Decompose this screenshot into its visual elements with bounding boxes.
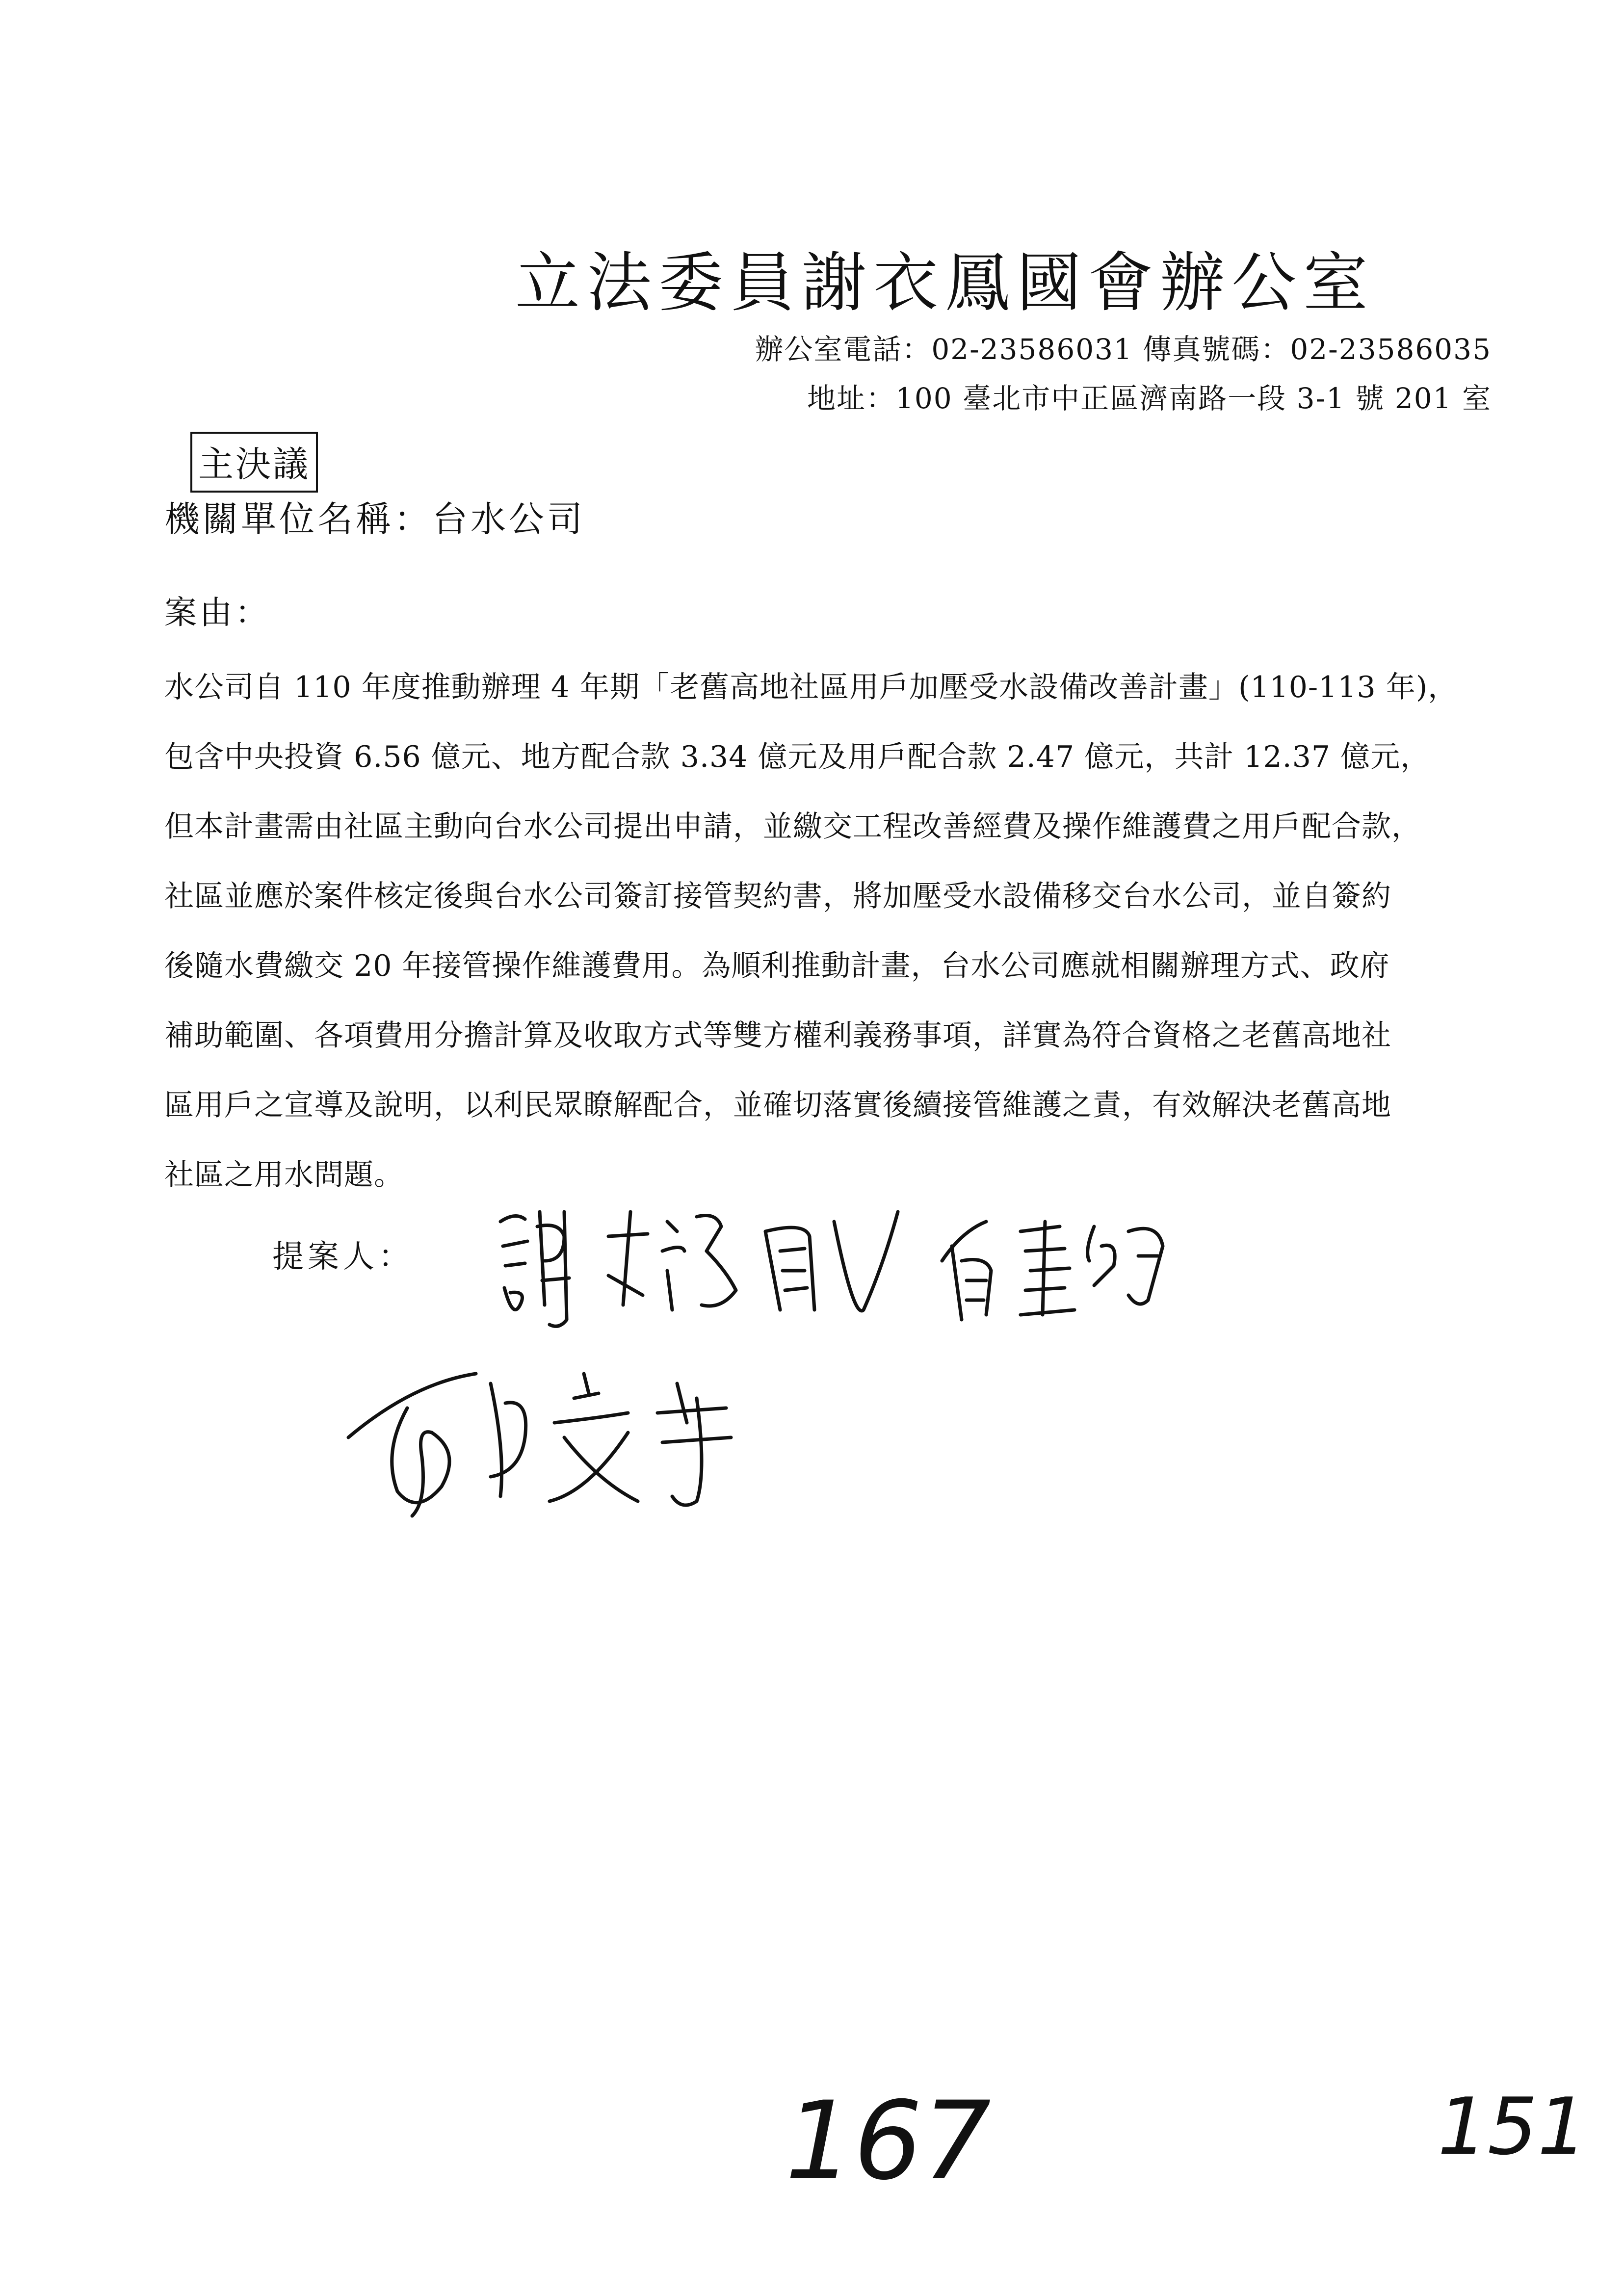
signature-weng-zhongjun	[932, 1202, 1178, 1330]
contact-address: 地址：100 臺北市中正區濟南路一段 3-1 號 201 室	[807, 382, 1492, 415]
contact-phone: 辦公室電話：02-23586031 傳真號碼：02-23586035	[755, 333, 1492, 366]
body-line: 水公司自 110 年度推動辦理 4 年期「老舊高地社區用戶加壓受水設備改善計畫」(110-113 年)，	[164, 670, 1458, 704]
body-line: 包含中央投資 6.56 億元、地方配合款 3.34 億元及用戶配合款 2.47 億元，共計 12.37 億元，	[164, 740, 1431, 774]
signature-kong-wenji	[343, 1354, 765, 1531]
page-number-side-text: 151	[1438, 2081, 1588, 2172]
motion-type-label: 主決議	[190, 432, 318, 493]
body-line: 後隨水費繳交 20 年接管操作維護費用。為順利推動計畫，台水公司應就相關辦理方式、政府	[164, 949, 1390, 983]
proposer-label: 提案人：	[272, 1239, 414, 1275]
page-number-main-text: 167	[785, 2078, 991, 2204]
signature-xie-yifeng	[491, 1192, 913, 1339]
agency-name: 機關單位名稱：台水公司	[164, 498, 586, 540]
page-number-main	[780, 2075, 991, 2204]
body-line: 社區之用水問題。	[164, 1158, 404, 1192]
body-line: 社區並應於案件核定後與台水公司簽訂接管契約書，將加壓受水設備移交台水公司，並自簽約	[164, 879, 1391, 913]
body-line: 區用戶之宣導及說明，以利民眾瞭解配合，並確切落實後續接管維護之責，有效解決老舊高地	[164, 1088, 1391, 1122]
body-line: 補助範圍、各項費用分擔計算及收取方式等雙方權利義務事項，詳實為符合資格之老舊高地社	[164, 1018, 1391, 1053]
office-title: 立法委員謝衣鳳國會辦公室	[515, 245, 1375, 321]
body-line: 但本計畫需由社區主動向台水公司提出申請，並繳交工程改善經費及操作維護費之用戶配合款，	[164, 809, 1421, 844]
reason-label: 案由：	[164, 594, 270, 631]
page-number-side	[1433, 2075, 1599, 2173]
motion-body	[164, 652, 1499, 1210]
